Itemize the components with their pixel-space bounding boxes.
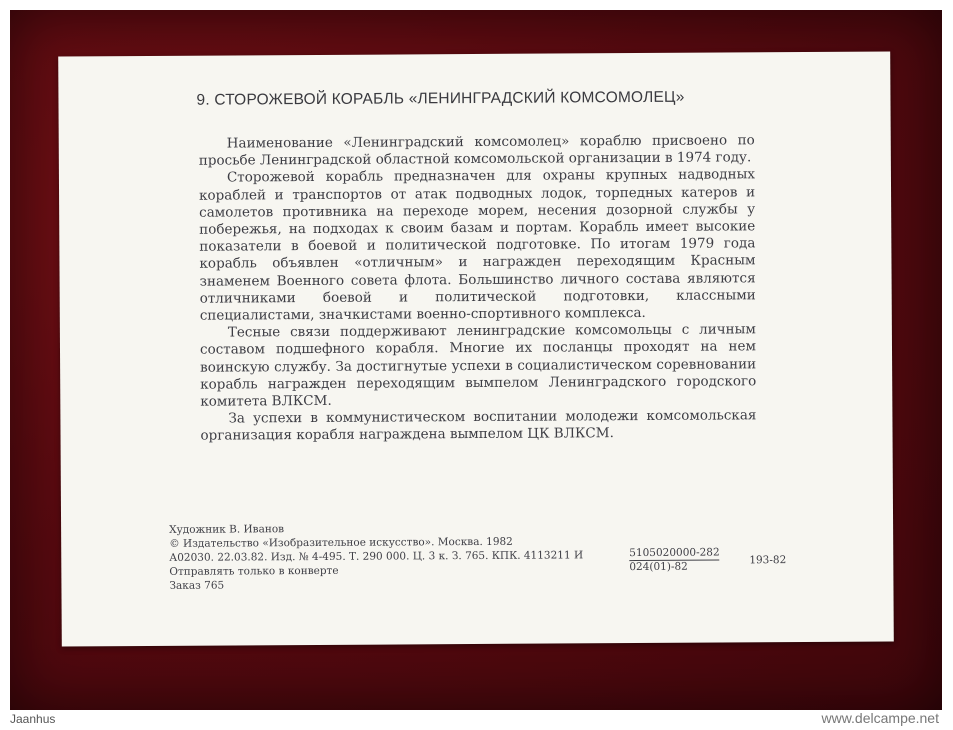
publisher-line: © Издательство «Изобразительное искусство». Москва. 1982 bbox=[169, 535, 513, 550]
card-title: 9. СТОРОЖЕВОЙ КОРАБЛЬ «ЛЕНИНГРАДСКИЙ КОМСОМОЛЕЦ» bbox=[196, 88, 685, 109]
fraction-numerator: 5105020000-282 bbox=[629, 546, 720, 560]
artist-credit: Художник В. Иванов bbox=[169, 523, 285, 536]
catalog-codes-text: А02030. 22.03.82. Изд. № 4-495. Т. 290 000. Ц. 3 к. З. 765. КПК. 4113211 И bbox=[169, 549, 584, 564]
paragraph: Сторожевой корабль предназначен для охраны крупных надводных кораблей и транспортов от атак подводных лодок, торпедных катеров и самолетов противника на переходе морем, несения дозорной службы у побережья, на подходах к своим базам и портам. Корабль имеет высокие показатели в боевой и политической подготовке. По итогам 1979 года корабль объявлен «отличным» и награжден переходящим Красным знаменем Военного совета флота. Большинство личного состава являются отличниками боевой и политической подготовки, классными специалистами, значкистами военно-спортивного комплекса. bbox=[199, 166, 756, 324]
postcard-back bbox=[58, 51, 894, 646]
site-watermark: www.delcampe.net bbox=[821, 710, 939, 726]
mailing-note: Отправлять только в конверте bbox=[169, 564, 339, 578]
paragraph: За успехи в коммунистическом воспитании молодежи комсомольская организация корабля награждена вымпелом ЦК ВЛКСМ. bbox=[200, 407, 757, 445]
card-body-text bbox=[199, 132, 757, 445]
seller-watermark: Jaanhus bbox=[10, 712, 56, 726]
paragraph: Тесные связи поддерживают ленинградские комсомольцы с личным составом подшефного корабля. Многие их посланцы проходят на нем воинскую службу. За достигнутые успехи в социалистическом соревновании корабль награжден переходящим вымпелом Ленинградского городского комитета ВЛКСМ. bbox=[199, 321, 757, 410]
paragraph: Наименование «Ленинградский комсомолец» кораблю присвоено по просьбе Ленинградской областной комсомольской организации в 1974 году. bbox=[198, 132, 755, 169]
fraction-denominator: 024(01)-82 bbox=[629, 560, 688, 574]
publication-imprint bbox=[169, 519, 809, 593]
order-number: Заказ 765 bbox=[169, 579, 225, 592]
fraction-code: 193-82 bbox=[749, 554, 787, 567]
